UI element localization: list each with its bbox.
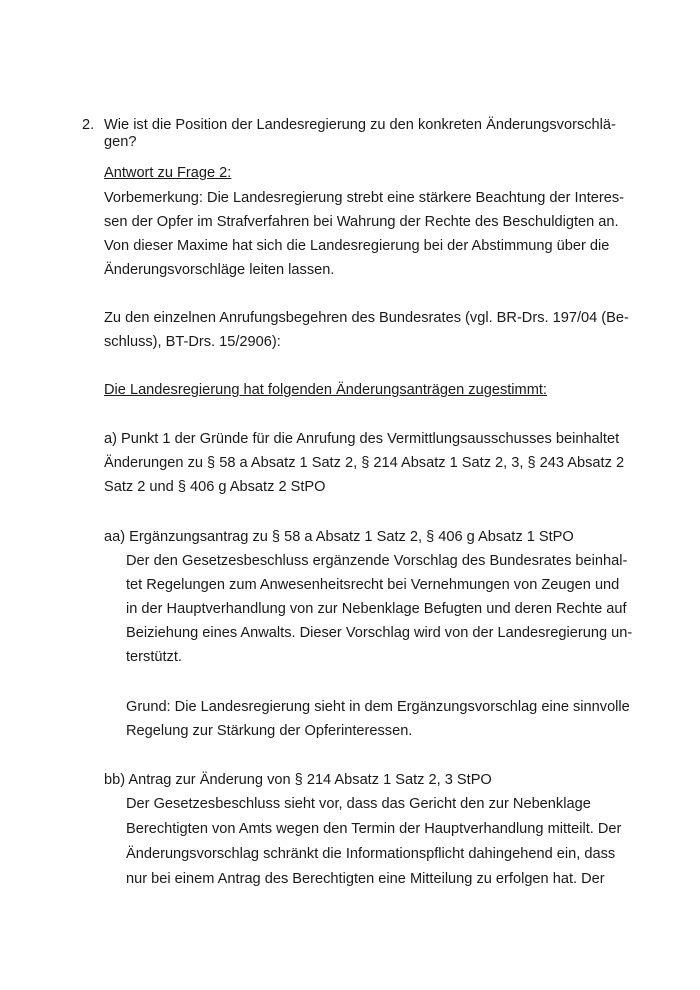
- point-aa-body-line-2: tet Regelungen zum Anwesenheitsrecht bei Vernehmungen von Zeugen und: [126, 577, 620, 593]
- point-aa-reason-line-1: Grund: Die Landesregierung sieht in dem Ergänzungsvorschlag eine sinnvolle: [126, 699, 630, 715]
- point-bb-body-line-2: Berechtigten von Amts wegen den Termin der Hauptverhandlung mitteilt. Der: [126, 821, 622, 837]
- point-bb-title: bb) Antrag zur Änderung von § 214 Absatz 1 Satz 2, 3 StPO: [104, 772, 492, 788]
- point-aa-body-line-4: Beiziehung eines Anwalts. Dieser Vorschlag wird von der Landesregierung un-: [126, 625, 633, 641]
- point-aa-body-line-5: terstützt.: [126, 649, 182, 665]
- preamble-line-4: Änderungsvorschläge leiten lassen.: [104, 262, 335, 278]
- intro-line-2: schluss), BT-Drs. 15/2906):: [104, 334, 281, 350]
- preamble-line-1: Vorbemerkung: Die Landesregierung strebt eine stärkere Beachtung der Interes-: [104, 190, 625, 206]
- point-bb-body-line-4: nur bei einem Antrag des Berechtigten eine Mitteilung zu erfolgen hat. Der: [126, 871, 605, 887]
- preamble-line-2: sen der Opfer im Strafverfahren bei Wahrung der Rechte des Beschuldigten an.: [104, 214, 619, 230]
- question-text-line-1: Wie ist die Position der Landesregierung zu den konkreten Änderungsvorschlä-: [104, 117, 616, 133]
- point-a-line-3: Satz 2 und § 406 g Absatz 2 StPO: [104, 479, 326, 495]
- point-bb-body-line-3: Änderungsvorschlag schränkt die Informationspflicht dahingehend ein, dass: [126, 846, 616, 862]
- point-aa-title: aa) Ergänzungsantrag zu § 58 a Absatz 1 Satz 2, § 406 g Absatz 1 StPO: [104, 529, 574, 545]
- point-a-line-2: Änderungen zu § 58 a Absatz 1 Satz 2, § 214 Absatz 1 Satz 2, 3, § 243 Absatz 2: [104, 455, 625, 471]
- preamble-line-3: Von dieser Maxime hat sich die Landesregierung bei der Abstimmung über die: [104, 238, 610, 254]
- point-aa-body-line-3: in der Hauptverhandlung von zur Nebenklage Befugten und deren Rechte auf: [126, 601, 627, 617]
- intro-line-1: Zu den einzelnen Anrufungsbegehren des Bundesrates (vgl. BR-Drs. 197/04 (Be-: [104, 310, 629, 326]
- point-aa-reason-line-2: Regelung zur Stärkung der Opferinteressen.: [126, 723, 413, 739]
- point-bb-body-line-1: Der Gesetzesbeschluss sieht vor, dass das Gericht den zur Nebenklage: [126, 796, 591, 812]
- question-text-line-2: gen?: [104, 134, 137, 150]
- question-number: 2.: [82, 117, 95, 133]
- point-a-line-1: a) Punkt 1 der Gründe für die Anrufung des Vermittlungsausschusses beinhaltet: [104, 431, 620, 447]
- answer-heading: Antwort zu Frage 2:: [104, 165, 232, 181]
- agreed-heading: Die Landesregierung hat folgenden Änderungsanträgen zugestimmt:: [104, 382, 547, 398]
- point-aa-body-line-1: Der den Gesetzesbeschluss ergänzende Vorschlag des Bundesrates beinhal-: [126, 553, 628, 569]
